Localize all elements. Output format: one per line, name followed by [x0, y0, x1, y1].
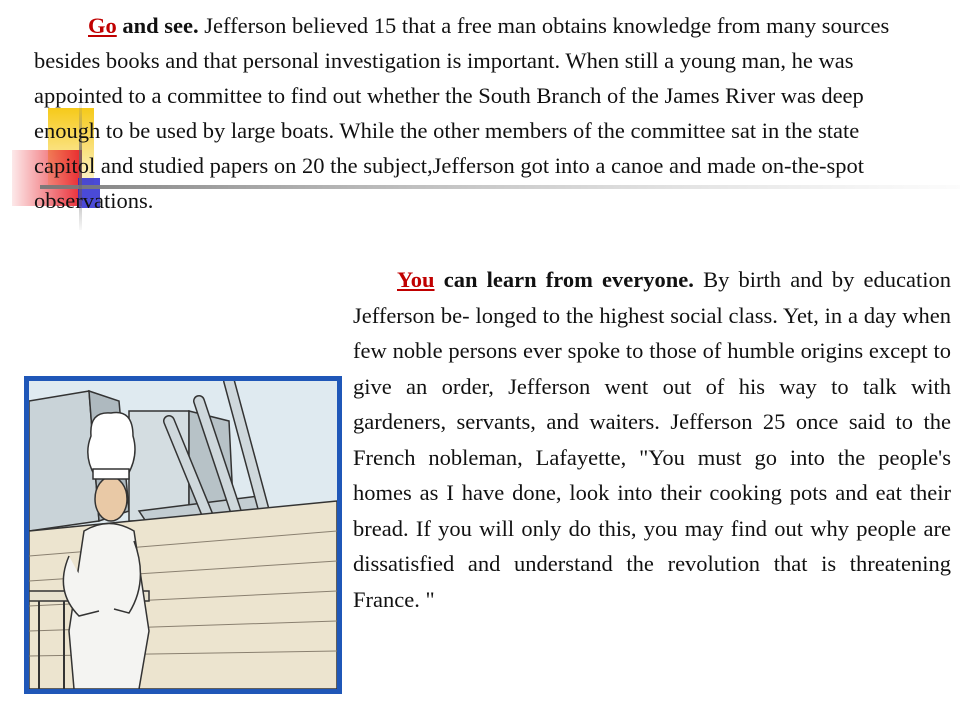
heading-learn-from-everyone: can learn from everyone.: [434, 267, 694, 292]
cook-on-ship-illustration: [29, 381, 337, 689]
paragraph-learn-from-everyone: [353, 262, 951, 617]
illustration-frame: [24, 376, 342, 694]
lead-word-you: You: [397, 267, 435, 292]
paragraph-go-and-see: [34, 8, 914, 218]
lead-word-go: Go: [88, 13, 117, 38]
heading-go-and-see: and see.: [116, 13, 199, 38]
paragraph-learn-from-everyone-text: By birth and by education Jefferson be- longed to the highest social class. Yet, in a day when few noble persons ever spoke to those of humble origins except to give an order, Jefferson went out of his way to talk with gardeners, servants, and waiters. Jefferson 25 once said to the French nobleman, Lafayette, "You must go into the people's homes as I have done, look into their cooking pots and eat their bread. If you will only do this, you may find out why people are dissatisfied and understand the revolution that is threatening France. ": [353, 267, 952, 612]
paragraph-go-and-see-text: Jefferson believed 15 that a free man obtains knowledge from many sources besides books and that personal investigation is important. When still a young man, he was appointed to a committee to find out whether the South Branch of the James River was deep enough to be used by large boats. While the other members of the committee sat in the state capitol and studied papers on 20 the subject,Jefferson got into a canoe and made on-the-spot observations.: [34, 13, 890, 213]
